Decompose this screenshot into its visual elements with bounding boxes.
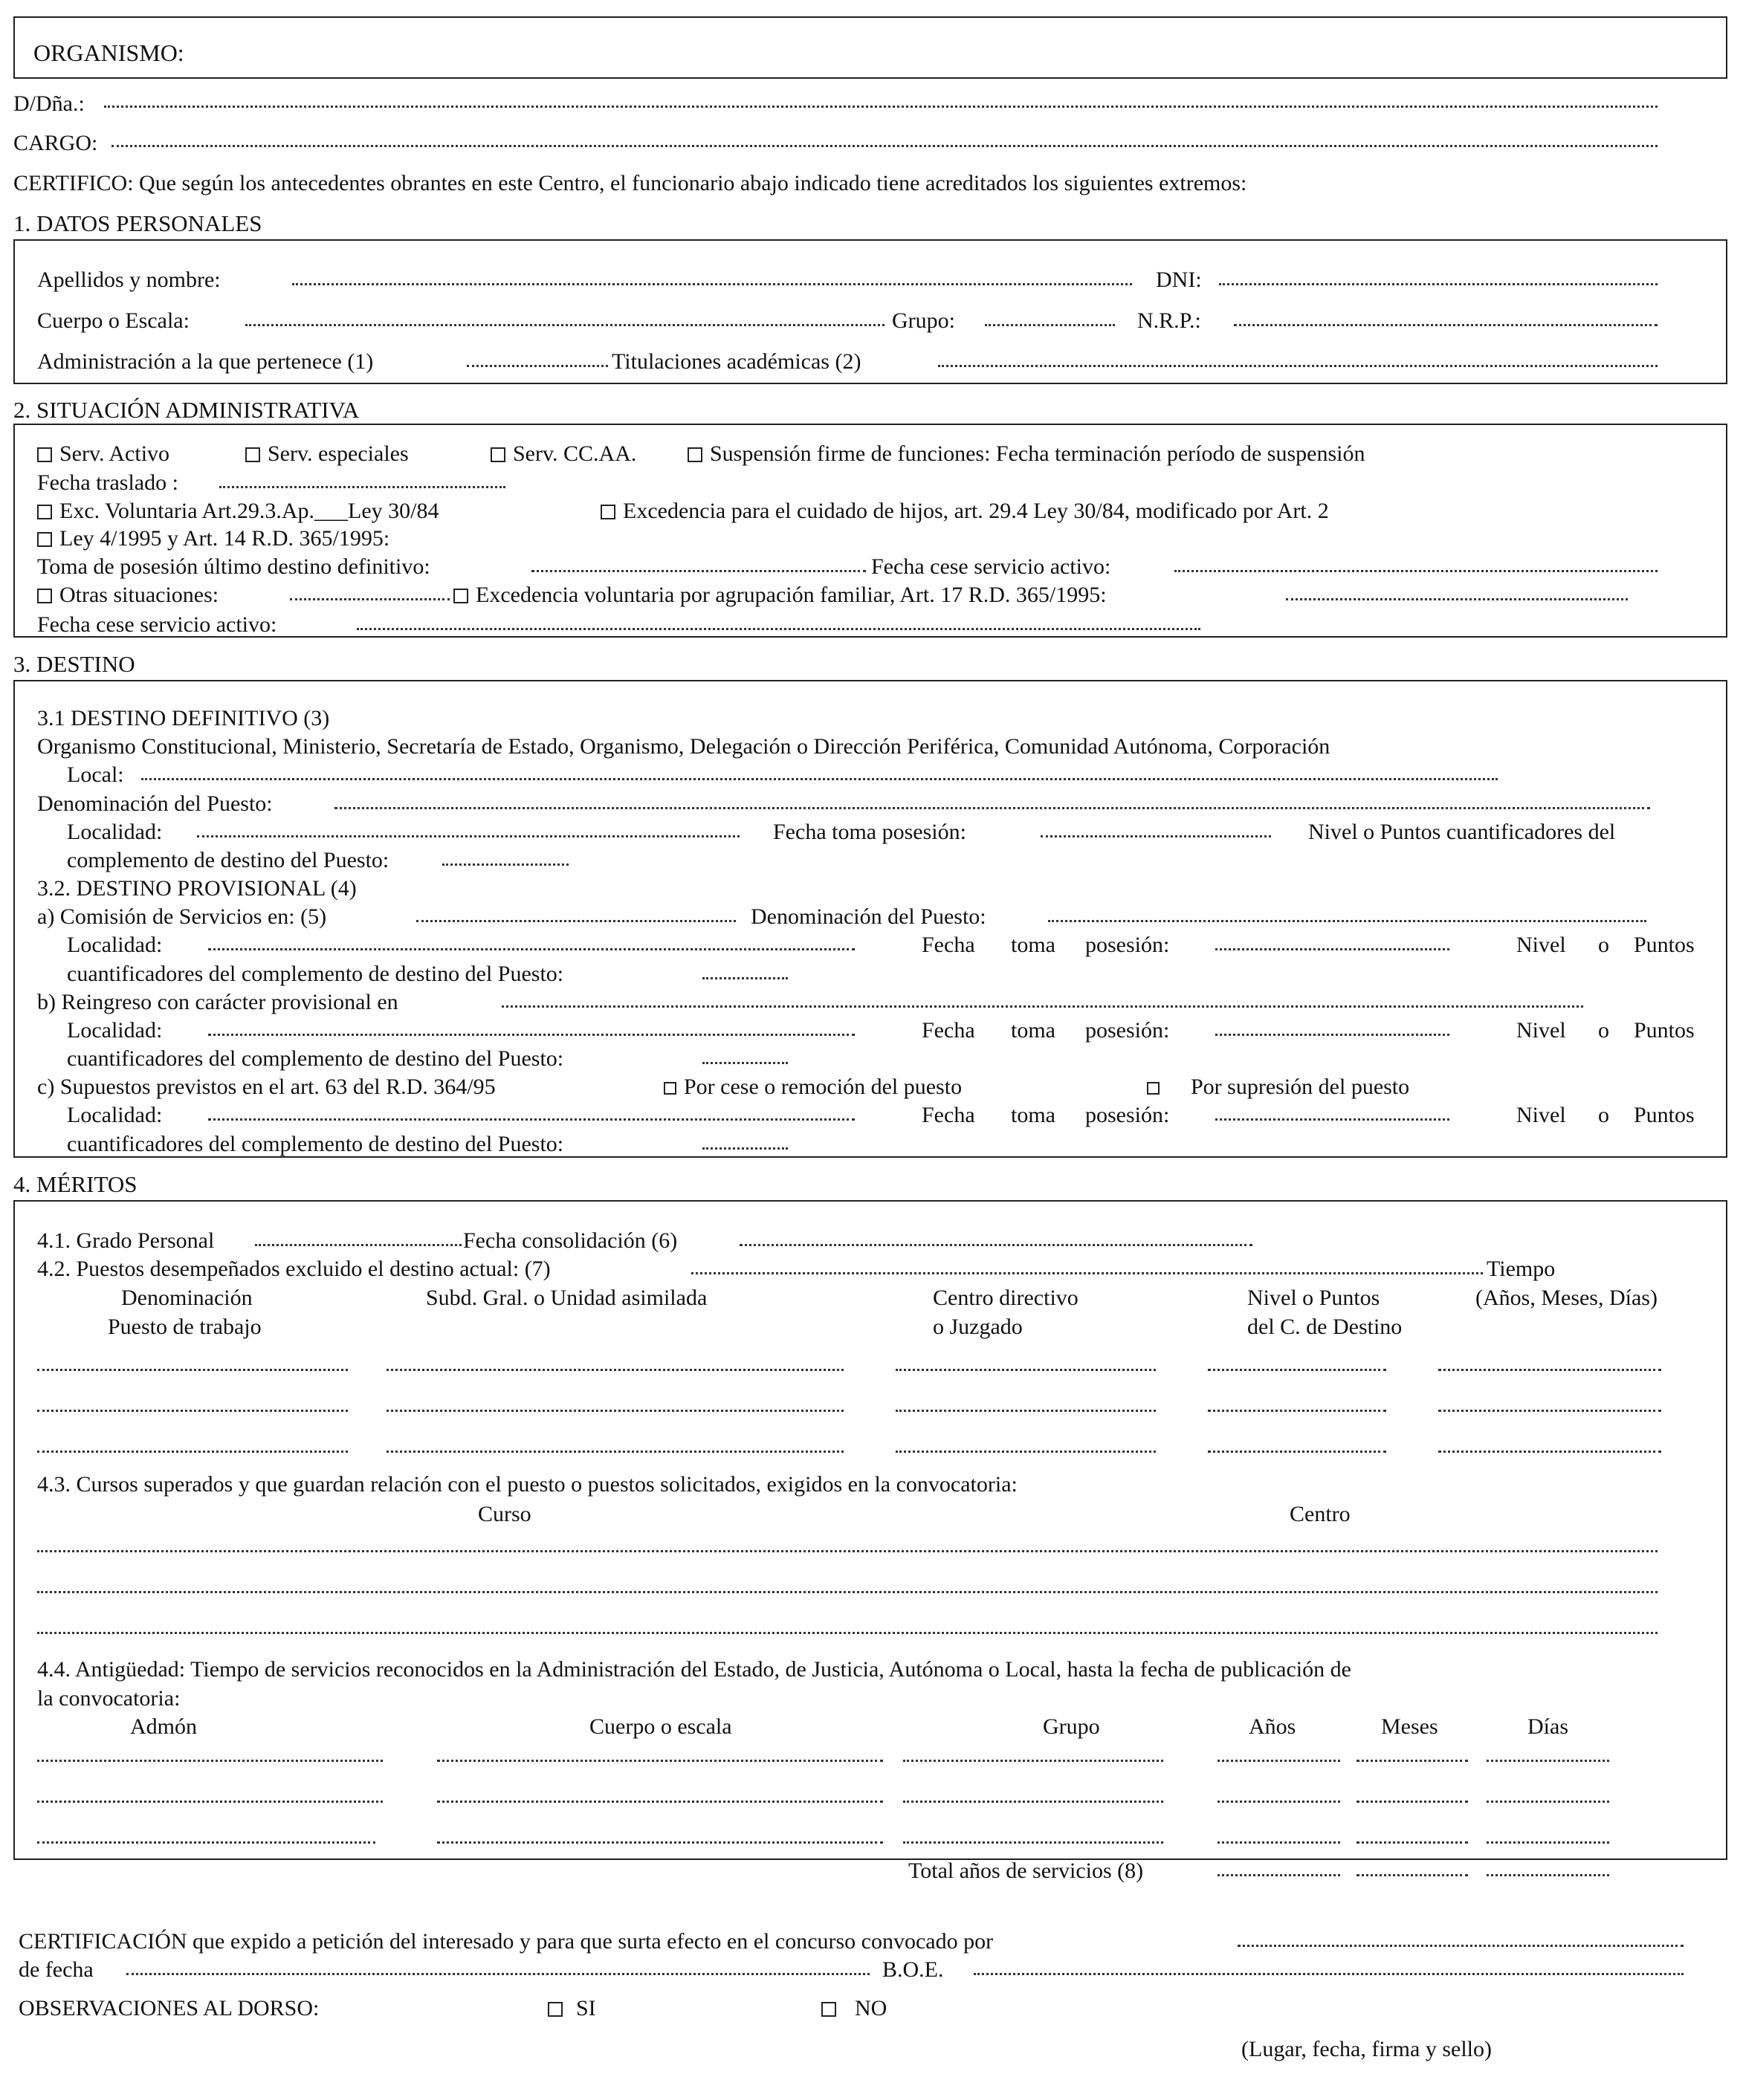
firma-label: (Lugar, fecha, firma y sello) xyxy=(1241,2037,1492,2061)
dd-label: D/Dña.: xyxy=(13,91,85,116)
def-fecha-toma-label: Fecha toma posesión: xyxy=(773,820,966,844)
curso-col-label: Curso xyxy=(478,1502,531,1526)
antig-row-3-anos[interactable] xyxy=(1217,1841,1340,1844)
c-cuantificadores-field[interactable] xyxy=(702,1147,788,1150)
puestos-label: 4.2. Puestos desempeñados excluido el destino actual: (7) xyxy=(37,1257,551,1281)
situacion-row-1 xyxy=(37,443,169,465)
otras-field[interactable] xyxy=(290,598,450,600)
puestos-row-1-denom[interactable] xyxy=(37,1369,348,1371)
def-nivel-label: Nivel o Puntos cuantificadores del xyxy=(1308,820,1616,844)
tiempo-label: Tiempo xyxy=(1487,1257,1556,1281)
observaciones-si[interactable] xyxy=(548,1997,596,2020)
puestos-row-2-denom[interactable] xyxy=(37,1410,348,1412)
antig-row-2-grupo[interactable] xyxy=(903,1801,1163,1803)
b-fecha-label: Fecha xyxy=(922,1018,975,1043)
puestos-row-1-tiempo[interactable] xyxy=(1438,1369,1661,1371)
consolidacion-field[interactable] xyxy=(740,1244,1252,1246)
puestos-row-1-centro[interactable] xyxy=(896,1369,1156,1371)
checkbox-icon[interactable] xyxy=(821,2002,836,2017)
puestos-row-1-nivel[interactable] xyxy=(1208,1369,1386,1371)
admon-col-label: Admón xyxy=(130,1714,197,1739)
exc-hijos-row xyxy=(601,500,1329,522)
a-cuantificadores-field[interactable] xyxy=(702,977,788,979)
antig-row-3-meses[interactable] xyxy=(1356,1841,1468,1844)
b-field[interactable] xyxy=(502,1005,1583,1008)
antig-row-3-dias[interactable] xyxy=(1487,1841,1609,1844)
toma-label: Toma de posesión último destino definitivo: xyxy=(37,554,430,579)
cese-remocion-row xyxy=(664,1076,962,1098)
exc-agrup-field[interactable] xyxy=(1286,598,1628,600)
organismo-const-text: Organismo Constitucional, Ministerio, Secretaría de Estado, Organismo, Delegación o Dirección Periférica, Comunidad Autónoma, Corporación xyxy=(37,734,1330,759)
a-denom-label: Denominación del Puesto: xyxy=(751,904,986,929)
serv-especiales-label: Serv. especiales xyxy=(268,441,409,466)
puestos-row-2-tiempo[interactable] xyxy=(1438,1410,1661,1412)
antig-row-1-dias[interactable] xyxy=(1487,1760,1609,1762)
cese-remocion-label: Por cese o remoción del puesto xyxy=(684,1075,963,1099)
puestos-row-3-nivel[interactable] xyxy=(1208,1451,1386,1453)
b-toma-label: toma xyxy=(1011,1018,1055,1043)
b-posesion-label: posesión: xyxy=(1085,1018,1170,1043)
checkbox-icon[interactable] xyxy=(688,447,702,462)
titulaciones-label: Titulaciones académicas (2) xyxy=(612,349,861,374)
suspension-label: Suspensión firme de funciones: Fecha terminación período de suspensión xyxy=(710,441,1365,466)
organismo-label: ORGANISMO: xyxy=(33,39,184,66)
c-cuantificadores-label: cuantificadores del complemento de destino del Puesto: xyxy=(67,1132,564,1156)
checkbox-icon[interactable] xyxy=(37,532,52,547)
c-posesion-label: posesión: xyxy=(1085,1103,1170,1127)
col-destino-label: del C. de Destino xyxy=(1247,1315,1403,1339)
checkbox-icon[interactable] xyxy=(664,1082,676,1095)
dias-col-label: Días xyxy=(1527,1714,1568,1739)
cuerpo-col-label: Cuerpo o escala xyxy=(589,1714,732,1739)
a-denom-field[interactable] xyxy=(1048,920,1646,922)
situacion-row-1d xyxy=(688,443,1365,465)
section-1-title: 1. DATOS PERSONALES xyxy=(13,210,262,236)
a-localidad-label: Localidad: xyxy=(67,933,163,957)
grado-field[interactable] xyxy=(255,1244,462,1246)
antig-row-1-cuerpo[interactable] xyxy=(437,1760,883,1762)
checkbox-icon[interactable] xyxy=(37,589,52,603)
otras-label: Otras situaciones: xyxy=(59,583,219,607)
exc-agrup-row xyxy=(453,584,1107,606)
ley-row xyxy=(37,528,389,550)
centro-col-label: Centro xyxy=(1290,1502,1351,1526)
de-fecha-field[interactable] xyxy=(126,1973,870,1975)
apellidos-field[interactable] xyxy=(292,283,1132,285)
observaciones-no[interactable] xyxy=(821,1997,887,2020)
b-cuantificadores-field[interactable] xyxy=(702,1062,788,1064)
col-denom-label: Denominación xyxy=(121,1286,253,1310)
checkbox-icon[interactable] xyxy=(453,589,468,603)
def-localidad-label: Localidad: xyxy=(67,820,163,844)
checkbox-icon[interactable] xyxy=(491,447,505,462)
a-o-label: o xyxy=(1598,933,1609,957)
antig-row-1-grupo[interactable] xyxy=(903,1760,1163,1762)
puestos-row-3-subd[interactable] xyxy=(387,1451,844,1453)
dni-field[interactable] xyxy=(1219,283,1658,285)
b-o-label: o xyxy=(1598,1018,1609,1043)
concurso-field[interactable] xyxy=(1238,1945,1684,1947)
puestos-field[interactable] xyxy=(691,1272,1483,1274)
otras-row xyxy=(37,584,219,606)
cese1-field[interactable] xyxy=(1174,570,1658,572)
convocatoria-label: la convocatoria: xyxy=(37,1686,181,1711)
denominacion-field[interactable] xyxy=(334,807,1650,809)
c-fecha-label: Fecha xyxy=(922,1103,975,1127)
col-juzgado-label: o Juzgado xyxy=(933,1315,1023,1339)
traslado-label: Fecha traslado : xyxy=(37,470,178,495)
antig-row-1-admon[interactable] xyxy=(37,1760,383,1762)
b-localidad-label: Localidad: xyxy=(67,1018,163,1043)
checkbox-icon[interactable] xyxy=(37,505,52,519)
antig-row-3-grupo[interactable] xyxy=(903,1841,1163,1844)
b-fecha-field[interactable] xyxy=(1215,1034,1449,1036)
def-localidad-field[interactable] xyxy=(197,835,740,837)
def-complemento-field[interactable] xyxy=(442,863,569,866)
c-label: c) Supuestos previstos en el art. 63 del R.D. 364/95 xyxy=(37,1075,496,1099)
a-field[interactable] xyxy=(416,920,736,922)
cursos-row-3[interactable] xyxy=(37,1632,1658,1634)
antig-row-2-admon[interactable] xyxy=(37,1801,383,1803)
admin-field[interactable] xyxy=(467,365,608,367)
b-localidad-field[interactable] xyxy=(208,1034,855,1036)
consolidacion-label: Fecha consolidación (6) xyxy=(463,1228,678,1253)
grupo-field[interactable] xyxy=(985,324,1115,326)
c-nivel-label: Nivel xyxy=(1516,1103,1566,1127)
traslado-field[interactable] xyxy=(219,486,505,488)
section-4-title: 4. MÉRITOS xyxy=(13,1171,138,1197)
puestos-row-1-subd[interactable] xyxy=(387,1369,844,1371)
puestos-row-2-nivel[interactable] xyxy=(1208,1410,1386,1412)
exc-vol-label: Exc. Voluntaria Art.29.3.Ap.___Ley 30/84 xyxy=(59,499,439,523)
b-label: b) Reingreso con carácter provisional en xyxy=(37,990,398,1014)
c-o-label: o xyxy=(1598,1103,1609,1127)
cuerpo-label: Cuerpo o Escala: xyxy=(37,308,190,333)
supresion-row xyxy=(1147,1076,1409,1098)
no-label: NO xyxy=(855,1996,887,2020)
si-label: SI xyxy=(576,1996,596,2020)
c-fecha-field[interactable] xyxy=(1215,1118,1449,1121)
exc-vol-row xyxy=(37,500,439,522)
dni-label: DNI: xyxy=(1156,268,1202,292)
a-label: a) Comisión de Servicios en: (5) xyxy=(37,904,327,929)
def-complemento-label: complemento de destino del Puesto: xyxy=(67,848,389,872)
cargo-field[interactable] xyxy=(111,145,1658,147)
puestos-row-2-centro[interactable] xyxy=(896,1410,1156,1412)
cese1-label: Fecha cese servicio activo: xyxy=(871,554,1111,579)
cursos-row-1[interactable] xyxy=(37,1550,1658,1552)
local-field[interactable] xyxy=(141,778,1498,780)
grupo-col-label: Grupo xyxy=(1043,1714,1100,1739)
supresion-label: Por supresión del puesto xyxy=(1191,1075,1410,1099)
destino-provisional-title: 3.2. DESTINO PROVISIONAL (4) xyxy=(37,876,357,901)
a-nivel-label: Nivel xyxy=(1516,933,1566,957)
anos-col-label: Años xyxy=(1249,1714,1296,1739)
cese2-label: Fecha cese servicio activo: xyxy=(37,612,277,637)
destino-definitivo-title: 3.1 DESTINO DEFINITIVO (3) xyxy=(37,706,330,730)
boe-label: B.O.E. xyxy=(882,1957,944,1982)
checkbox-icon[interactable] xyxy=(1147,1082,1160,1095)
c-toma-label: toma xyxy=(1011,1103,1055,1127)
apellidos-label: Apellidos y nombre: xyxy=(37,268,221,292)
col-tiempo-label: (Años, Meses, Días) xyxy=(1475,1286,1658,1310)
situacion-row-1b xyxy=(245,443,409,465)
observaciones-label: OBSERVACIONES AL DORSO: xyxy=(19,1996,320,2020)
de-fecha-label: de fecha xyxy=(19,1957,94,1982)
a-puntos-label: Puntos xyxy=(1634,933,1695,957)
admin-label: Administración a la que pertenece (1) xyxy=(37,349,374,374)
puestos-row-3-denom[interactable] xyxy=(37,1451,348,1453)
section-3-title: 3. DESTINO xyxy=(13,651,135,677)
a-toma-label: toma xyxy=(1011,933,1055,957)
dd-field[interactable] xyxy=(104,106,1658,108)
puestos-row-3-centro[interactable] xyxy=(896,1451,1156,1453)
col-subd-label: Subd. Gral. o Unidad asimilada xyxy=(426,1286,708,1310)
b-cuantificadores-label: cuantificadores del complemento de destino del Puesto: xyxy=(67,1046,564,1071)
col-puesto-label: Puesto de trabajo xyxy=(108,1315,262,1339)
checkbox-icon xyxy=(37,447,52,462)
section-2-title: 2. SITUACIÓN ADMINISTRATIVA xyxy=(13,397,360,423)
certificacion-text: CERTIFICACIÓN que expido a petición del interesado y para que surta efecto en el concurso convocado por xyxy=(19,1929,994,1954)
ley-label: Ley 4/1995 y Art. 14 R.D. 365/1995: xyxy=(59,526,390,551)
cese2-field[interactable] xyxy=(357,628,1200,630)
total-label: Total años de servicios (8) xyxy=(908,1858,1144,1883)
nrp-label: N.R.P.: xyxy=(1137,308,1201,333)
organismo-box xyxy=(13,16,1727,79)
cursos-label: 4.3. Cursos superados y que guardan relación con el puesto o puestos solicitados, exigidos en la convocatoria: xyxy=(37,1472,1018,1497)
col-nivel-label: Nivel o Puntos xyxy=(1247,1286,1380,1310)
a-fecha-field[interactable] xyxy=(1215,948,1449,950)
antig-row-1-anos[interactable] xyxy=(1217,1760,1340,1762)
checkbox-icon[interactable] xyxy=(601,505,615,519)
serv-activo-label: Serv. Activo xyxy=(59,441,170,466)
boe-field[interactable] xyxy=(974,1973,1684,1975)
antiguedad-label: 4.4. Antigüedad: Tiempo de servicios reconocidos en la Administración del Estado, de Justicia, Autónoma o Local, hasta la fecha de publicación de xyxy=(37,1657,1351,1682)
antig-row-2-dias[interactable] xyxy=(1487,1801,1609,1803)
c-localidad-field[interactable] xyxy=(208,1118,855,1121)
cuerpo-field[interactable] xyxy=(245,324,885,326)
puestos-row-3-tiempo[interactable] xyxy=(1438,1451,1661,1453)
antig-row-1-meses[interactable] xyxy=(1356,1760,1468,1762)
b-puntos-label: Puntos xyxy=(1634,1018,1695,1043)
antig-row-2-anos[interactable] xyxy=(1217,1801,1340,1803)
grado-label: 4.1. Grado Personal xyxy=(37,1228,215,1253)
a-cuantificadores-label: cuantificadores del complemento de destino del Puesto: xyxy=(67,962,564,986)
checkbox-icon[interactable] xyxy=(548,2002,563,2017)
situacion-row-1c xyxy=(491,443,636,465)
toma-field[interactable] xyxy=(531,570,866,572)
meses-col-label: Meses xyxy=(1381,1714,1438,1739)
col-centro-label: Centro directivo xyxy=(933,1286,1079,1310)
def-fecha-toma-field[interactable] xyxy=(1041,835,1271,837)
cargo-label: CARGO: xyxy=(13,131,98,155)
a-posesion-label: posesión: xyxy=(1085,933,1170,957)
titulaciones-field[interactable] xyxy=(938,365,1658,367)
total-anos-field[interactable] xyxy=(1217,1874,1340,1876)
serv-activo-checkbox[interactable] xyxy=(37,441,169,466)
antig-row-3-admon[interactable] xyxy=(37,1841,375,1844)
b-nivel-label: Nivel xyxy=(1516,1018,1566,1043)
puestos-row-2-subd[interactable] xyxy=(387,1410,844,1412)
local-label: Local: xyxy=(67,762,124,787)
antig-row-3-cuerpo[interactable] xyxy=(437,1841,883,1844)
total-meses-field[interactable] xyxy=(1356,1874,1468,1876)
denominacion-label: Denominación del Puesto: xyxy=(37,791,273,816)
antig-row-2-cuerpo[interactable] xyxy=(437,1801,883,1803)
a-fecha-label: Fecha xyxy=(922,933,975,957)
antig-row-2-meses[interactable] xyxy=(1356,1801,1468,1803)
cursos-row-2[interactable] xyxy=(37,1591,1658,1593)
c-localidad-label: Localidad: xyxy=(67,1103,163,1127)
total-dias-field[interactable] xyxy=(1487,1874,1609,1876)
checkbox-icon[interactable] xyxy=(245,447,260,462)
serv-ccaa-label: Serv. CC.AA. xyxy=(513,441,637,466)
certifico-text: CERTIFICO: Que según los antecedentes obrantes en este Centro, el funcionario abajo indicado tiene acreditados los siguientes extremos: xyxy=(13,171,1247,195)
nrp-field[interactable] xyxy=(1234,324,1658,326)
grupo-label: Grupo: xyxy=(892,308,955,333)
exc-agrup-label: Excedencia voluntaria por agrupación familiar, Art. 17 R.D. 365/1995: xyxy=(476,583,1107,607)
a-localidad-field[interactable] xyxy=(208,948,855,950)
exc-hijos-label: Excedencia para el cuidado de hijos, art. 29.4 Ley 30/84, modificado por Art. 2 xyxy=(623,499,1329,523)
c-puntos-label: Puntos xyxy=(1634,1103,1695,1127)
